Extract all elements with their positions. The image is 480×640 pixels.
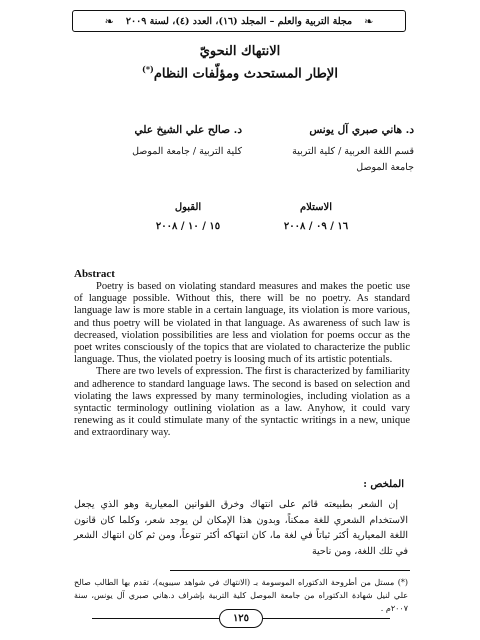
abstract-paragraph-1: Poetry is based on violating standard measures and makes the poetic use of language possible. Without this, there will be no poetry. As standard language law is more stable in a certain language, its violation is more various, and thus poetry will be violated in that language. As awareness of such law is decreased, violation possibilities are less and violation for poems occur as the poet writes consciously of the topics that are violated to characterize the public language. Thus, the violated poetry is loosing much of its artistic potentials. [74, 281, 410, 366]
author-1-name: د. هاني صبري آل يونس [309, 124, 414, 136]
page-number-rule-right [263, 618, 390, 619]
abstract-heading: Abstract [74, 268, 115, 280]
author-2-affiliation-line1: كلية التربية / جامعة الموصل [132, 146, 242, 157]
arabic-summary-heading: الملخص : [363, 479, 404, 490]
article-subtitle [0, 64, 480, 81]
arabic-summary-body [74, 497, 408, 559]
abstract-paragraph-2: There are two levels of expression. The first is characterized by familiarity and adherence to standard language laws. The second is based on selection and violating the laws expressed by many terminologies, including violation as a syntactic terminology outlining violation as a law. Anyhow, it could vary renewing as it could stimulate many of the syntactic writings in a new, unique and extraordinary way. [74, 366, 410, 439]
ornament-right-icon: ❧ [364, 14, 374, 28]
abstract-body [74, 281, 410, 440]
accepted-label: القبول [174, 202, 202, 213]
title-footnote-mark: (*) [142, 64, 154, 74]
author-1-affiliation-line1: قسم اللغة العربية / كلية التربية [292, 146, 414, 157]
author-1-affiliation [292, 144, 414, 176]
article-subtitle-text: الإطار المستحدث ومؤلّفات النظام [153, 66, 338, 82]
journal-header-banner [72, 10, 406, 32]
received-label: الاستلام [299, 202, 333, 213]
author-2-affiliation [132, 144, 242, 160]
arabic-summary-paragraph: إن الشعر بطبيعته قائم على انتهاك وخرق القوانين المعيارية وهو الذي يجعل الاستخدام الشعري للغة ممكناً، وبدون هذا الإمكان لن يوجد شعر، وكلما كان قانون اللغة المعيارية أكثر ثباتاً في لغة ما، كان انتهاكه أكثر تنوعاً، ومن ثم كان انتهاك الشعر في تلك اللغة، ومن ناحية [74, 499, 408, 557]
footnote-text: (*) مستل من أطروحة الدكتوراه الموسومة بـ (الانتهاك في شواهد سيبويه)، تقدم بها الطالب صالح علي لنيل شهادة الدكتوراه من جامعة الموصل كلية التربية بإشراف د.هاني صبري آل يونس، سنة ٢٠٠٧م . [74, 578, 408, 613]
author-1-affiliation-line2: جامعة الموصل [356, 162, 414, 173]
received-date: ١٦ / ٠٩ / ٢٠٠٨ [283, 221, 349, 232]
article-title: الانتهاك النحويّ [199, 44, 281, 59]
page-number: ١٢٥ [219, 609, 263, 628]
footnote-divider [170, 570, 410, 571]
accepted-date: ١٥ / ١٠ / ٢٠٠٨ [155, 221, 221, 232]
author-2-name: د. صالح علي الشيخ علي [134, 124, 242, 136]
page-number-rule-left [92, 618, 219, 619]
ornament-left-icon: ❧ [104, 14, 114, 28]
journal-header-text: مجلة التربية والعلم – المجلد (١٦)، العدد (٤)، لسنة ٢٠٠٩ [125, 15, 353, 27]
